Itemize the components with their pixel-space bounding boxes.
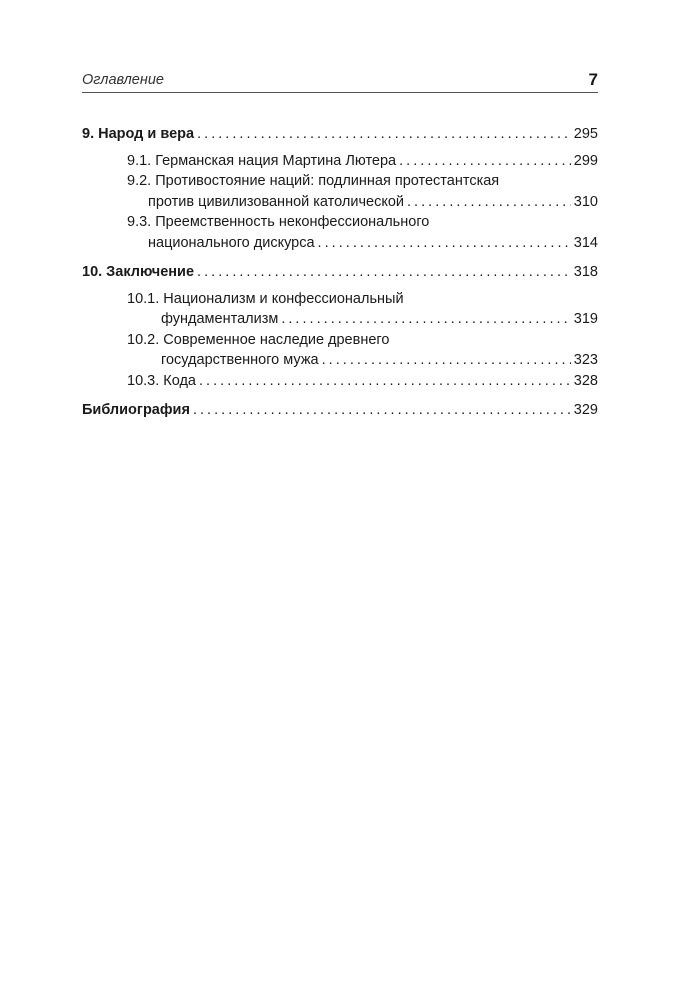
toc-entry-title-line2: государственного мужа [161, 352, 319, 368]
toc-entry-title-line1: 9.2. Противостояние наций: подлинная протестантская [127, 173, 500, 189]
toc-entry-page: 328 [573, 372, 598, 389]
toc-entry-page: 318 [573, 264, 598, 280]
toc-entry-page: 295 [573, 126, 598, 142]
running-header [82, 70, 598, 93]
toc-entry-title-line2: национального дискурса [148, 234, 315, 251]
toc-entry-title-line2: против цивилизованной католической [148, 193, 404, 210]
dot-leader [197, 124, 571, 145]
toc-entry-10-1[interactable] [82, 289, 598, 330]
dot-leader [197, 262, 571, 283]
dot-leader [193, 400, 571, 421]
toc-entry-9-1[interactable] [82, 151, 598, 172]
dot-leader [322, 350, 571, 371]
toc-entry-title: 10.3. Кода [127, 372, 196, 389]
toc-entry-title-line1: 10.2. Современное наследие древнего [127, 331, 390, 348]
toc-entry-title: 10. Заключение [82, 264, 195, 280]
toc-entry-page: 314 [573, 234, 598, 251]
dot-leader [318, 233, 571, 254]
dot-leader [407, 192, 571, 213]
toc-entry-title: 9.1. Германская нация Мартина Лютера [127, 152, 397, 169]
toc-entry-page: 299 [573, 152, 598, 169]
toc-entry-chapter-9[interactable] [82, 124, 598, 145]
toc-entry-page: 310 [573, 193, 598, 210]
toc-entry-page: 329 [573, 402, 598, 418]
dot-leader [199, 371, 571, 392]
running-header-title: Оглавление [82, 72, 164, 88]
toc-entry-10-3[interactable] [82, 371, 598, 392]
toc-entry-9-3[interactable] [82, 212, 598, 253]
toc-entry-page: 323 [573, 352, 598, 368]
toc-entry-chapter-10[interactable] [82, 262, 598, 283]
table-of-contents [82, 124, 598, 421]
toc-entry-10-2[interactable] [82, 330, 598, 371]
dot-leader [399, 151, 571, 172]
toc-entry-title: 9. Народ и вера [82, 126, 195, 142]
toc-entry-page: 319 [573, 311, 598, 327]
toc-entry-title-line1: 9.3. Преемственность неконфессионального [127, 214, 430, 230]
toc-entry-9-2[interactable] [82, 171, 598, 212]
toc-entry-bibliography[interactable] [82, 400, 598, 421]
toc-entry-title-line2: фундаментализм [161, 311, 279, 327]
toc-entry-title: Библиография [82, 402, 190, 418]
page-number: 7 [588, 70, 598, 89]
toc-entry-title-line1: 10.1. Национализм и конфессиональный [127, 290, 404, 307]
dot-leader [281, 309, 570, 330]
